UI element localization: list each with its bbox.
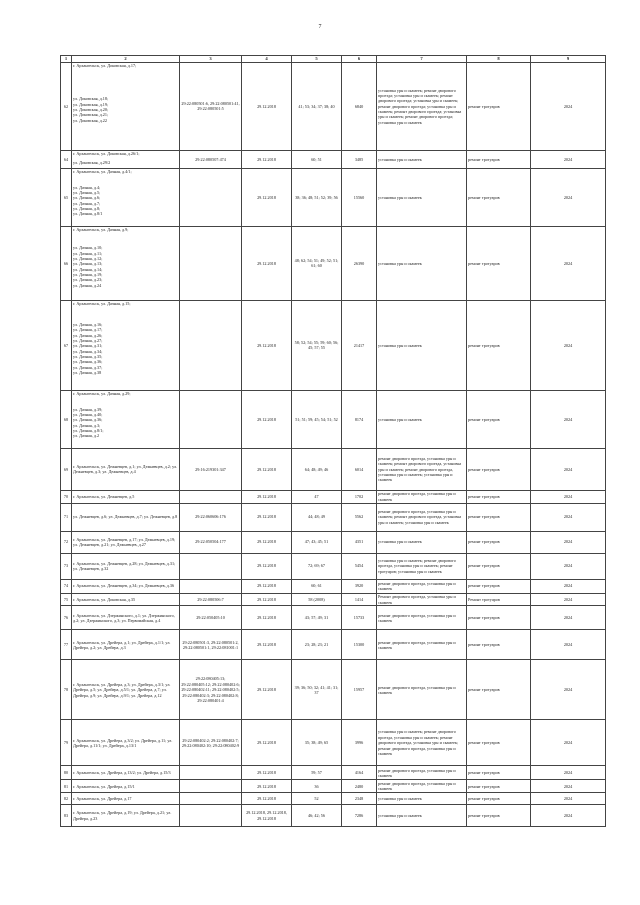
cadastral-cell <box>180 579 242 593</box>
address-main: г. Архангельск, ул. Дрейера, д.1; ул. Дрейера, д.1/1; ул. Дрейера, д.2; ул. Дрейера, д.3 <box>73 639 171 650</box>
count-cell: 39; 36; 50; 32; 41; 41; 31; 37 <box>292 660 342 720</box>
year-cell: 2024 <box>531 805 606 827</box>
row-number: 83 <box>61 805 72 827</box>
date-cell: 29.12.2018 <box>242 660 292 720</box>
type-cell: ремонт тротуаров <box>467 531 531 553</box>
area-cell: 15560 <box>342 168 377 226</box>
date-cell: 29.12.2018 <box>242 579 292 593</box>
cadastral-cell <box>180 793 242 805</box>
table-row <box>61 805 606 827</box>
row-number: 71 <box>61 503 72 531</box>
address-line: ул. Дачная, д.23; <box>73 277 103 283</box>
address-line: ул. Дачная, д.8/1 <box>73 211 103 217</box>
year-cell: 2024 <box>531 390 606 448</box>
address-line: ул. Дачная, д.34; <box>73 348 103 354</box>
type-cell: ремонт тротуаров <box>467 150 531 168</box>
type-cell: ремонт тротуаров <box>467 606 531 630</box>
count-cell: 36 <box>292 780 342 793</box>
count-cell: 47; 43; 45; 51 <box>292 531 342 553</box>
address-main: г. Архангельск, ул. Дежневцев, д.17; ул. Дежневцев, д.19; ул. Дежневцев, д.21; ул. Дежневцев, д.27 <box>73 536 176 548</box>
table-row <box>61 720 606 766</box>
row-number: 80 <box>61 766 72 780</box>
table-row <box>61 780 606 793</box>
type-cell: Ремонт тротуаров <box>467 593 531 606</box>
date-cell: 29.12.2018 <box>242 226 292 300</box>
address-line: ул. Дачная, д.8; <box>73 206 101 212</box>
address-cell <box>72 531 180 553</box>
works-cell: Ремонт дворового проезда, установка урн и скамеек <box>377 593 467 606</box>
date-cell: 29.12.2018 <box>242 503 292 531</box>
year-cell: 2024 <box>531 531 606 553</box>
address-line: ул. Дачная, д.40; <box>73 411 103 417</box>
area-cell: 5562 <box>342 503 377 531</box>
address-line: ул. Доковская, д.19; <box>73 101 109 107</box>
cadastral-cell <box>180 168 242 226</box>
row-number: 79 <box>61 720 72 766</box>
works-cell: установка урн и скамеек <box>377 226 467 300</box>
type-cell: ремонт тротуаров <box>467 390 531 448</box>
date-cell: 29.12.2018 <box>242 606 292 630</box>
works-cell: установка урн и скамеек; ремонт дворового проезда, установка урн и скамеек; ремонт тротуаров; установка урн и скамеек <box>377 553 467 579</box>
works-cell: установка урн и скамеек <box>377 390 467 448</box>
cadastral-cell <box>180 766 242 780</box>
date-cell: 29.12.2018 <box>242 720 292 766</box>
works-cell: ремонт дворового проезда, установка урн и скамеек; ремонт дворового проезда, установка урн и скамеек; ремонт дворового проезда, установка урн и скамеек; установка урн и скамеек <box>377 448 467 490</box>
address-main: г. Архангельск, ул. Дежневцев, д.5 <box>73 494 135 500</box>
address-line: ул. Дачная, д.7; <box>73 200 101 206</box>
address-line: ул. Дачная, д.11; <box>73 250 103 256</box>
cadastral-cell: 29:22:080501:6, 29:22:080501:41, 29:22:080501:5 <box>180 62 242 150</box>
address-cell <box>72 720 180 766</box>
year-cell: 2024 <box>531 606 606 630</box>
works-cell: ремонт дворового проезда, установка урн и скамеек <box>377 490 467 503</box>
header-cell: 2 <box>72 56 180 63</box>
row-number: 62 <box>61 62 72 150</box>
area-cell: 2348 <box>342 793 377 805</box>
count-cell: 48; 62; 54; 51; 49; 52; 51; 61; 60 <box>292 226 342 300</box>
count-cell: 72; 69; 67 <box>292 553 342 579</box>
year-cell: 2024 <box>531 168 606 226</box>
works-cell: ремонт дворового проезда, установка урн и скамеек; ремонт дворового проезда, установка урн и скамеек; установка урн и скамеек <box>377 503 467 531</box>
table-row <box>61 630 606 660</box>
year-cell: 2024 <box>531 720 606 766</box>
type-cell: ремонт тротуаров <box>467 503 531 531</box>
header-cell: 3 <box>180 56 242 63</box>
row-number: 75 <box>61 593 72 606</box>
row-number: 73 <box>61 553 72 579</box>
cadastral-cell: 29:22:080506:7 <box>180 593 242 606</box>
cadastral-cell <box>180 226 242 300</box>
row-number: 66 <box>61 226 72 300</box>
address-cell <box>72 606 180 630</box>
address-line: ул. Дачная, д.26; <box>73 332 103 338</box>
address-line: ул. Дачная, д.39; <box>73 406 103 412</box>
type-cell: ремонт тротуаров <box>467 766 531 780</box>
row-number: 67 <box>61 300 72 390</box>
address-cell <box>72 630 180 660</box>
date-cell: 29.12.2018 <box>242 150 292 168</box>
cadastral-cell: 29:22:060606:176 <box>180 503 242 531</box>
address-line: ул. Доковская, д.20; <box>73 107 109 112</box>
address-cell <box>72 62 180 150</box>
address-main: г. Архангельск, ул. Дзержинского, д.1; ул. Дзержинского, д.2; ул. Дзержинского, д.3; ул. Первомайская, д.4 <box>73 612 175 623</box>
address-main: г. Архангельск, ул. Дрейера, д.17 <box>73 795 132 801</box>
area-cell: 3485 <box>342 150 377 168</box>
address-line: ул. Дачная, д.14; <box>73 266 103 272</box>
count-cell: 59; 57 <box>292 766 342 780</box>
address-line: ул. Дачная, д.5; <box>73 189 101 195</box>
address-cell <box>72 448 180 490</box>
type-cell: ремонт тротуаров <box>467 805 531 827</box>
row-number: 72 <box>61 531 72 553</box>
address-line: ул. Дачная, д.13; <box>73 261 103 267</box>
address-main: г. Архангельск, ул. Доковская, д.26/1; <box>73 151 140 157</box>
address-cell <box>72 593 180 606</box>
address-main: г. Архангельск, ул. Дачная, д.4/1; <box>73 169 132 175</box>
year-cell: 2024 <box>531 766 606 780</box>
address-line: ул. Доковская, д.22 <box>73 117 107 123</box>
address-line: ул. Дачная, д.19; <box>73 272 103 278</box>
count-cell: 51; 51; 59; 45; 54; 51; 52 <box>292 390 342 448</box>
area-cell: 4351 <box>342 531 377 553</box>
table-row <box>61 531 606 553</box>
count-cell: 38; 36; 48; 51; 52; 39; 56 <box>292 168 342 226</box>
address-line: ул. Дачная, д.38 <box>73 370 102 376</box>
works-cell: ремонт дворового проезда, установка урн и скамеек <box>377 630 467 660</box>
cadastral-cell <box>180 780 242 793</box>
table-row <box>61 553 606 579</box>
works-cell: установка урн и скамеек; ремонт дворового проезда, установка урн и скамеек; ремонт дворового проезда, установка урн и скамеек; ремонт дворового проезда, установка урн и скамеек <box>377 720 467 766</box>
row-number: 70 <box>61 490 72 503</box>
area-cell: 6014 <box>342 448 377 490</box>
table-row <box>61 606 606 630</box>
date-cell: 29.12.2018 <box>242 448 292 490</box>
year-cell: 2024 <box>531 593 606 606</box>
table-row <box>61 793 606 805</box>
address-line: ул. Дачная, д.8/1; <box>73 428 104 434</box>
improvement-table <box>60 55 606 827</box>
address-cell <box>72 490 180 503</box>
address-cell <box>72 579 180 593</box>
address-line: ул. Доковская, д.29/2 <box>73 160 111 166</box>
type-cell: ремонт тротуаров <box>467 448 531 490</box>
header-row <box>61 56 606 63</box>
cadastral-cell <box>180 390 242 448</box>
date-cell: 29.12.2018 <box>242 300 292 390</box>
count-cell: 23; 28; 23; 21 <box>292 630 342 660</box>
area-cell: 5454 <box>342 553 377 579</box>
address-line: ул. Дачная, д.4; <box>73 184 101 190</box>
count-cell: 60; 61 <box>292 579 342 593</box>
cadastral-cell: 29:22:050405:10 <box>180 606 242 630</box>
table-row <box>61 226 606 300</box>
row-number: 65 <box>61 168 72 226</box>
row-number: 81 <box>61 780 72 793</box>
type-cell: ремонт тротуаров <box>467 793 531 805</box>
year-cell: 2024 <box>531 448 606 490</box>
count-cell: 47 <box>292 490 342 503</box>
address-cell <box>72 390 180 448</box>
count-cell: 35; 38; 49; 65 <box>292 720 342 766</box>
address-main: г. Архангельск, ул. Дачная, д.9; <box>73 227 129 233</box>
address-cell <box>72 553 180 579</box>
count-cell: 58 (2008) <box>292 593 342 606</box>
count-cell: 52 <box>292 793 342 805</box>
cadastral-cell <box>180 300 242 390</box>
year-cell: 2024 <box>531 300 606 390</box>
count-cell: 64; 48; 49; 46 <box>292 448 342 490</box>
year-cell: 2024 <box>531 503 606 531</box>
area-cell: 8174 <box>342 390 377 448</box>
table-row <box>61 503 606 531</box>
date-cell: 29.12.2018 <box>242 62 292 150</box>
address-cell <box>72 780 180 793</box>
date-cell: 29.12.2018 <box>242 490 292 503</box>
address-main: г. Архангельск, ул. Дрейера, д.15/1 <box>73 783 135 789</box>
works-cell: ремонт дворового проезда, установка урн и скамеек <box>377 606 467 630</box>
date-cell: 29.12.2018 <box>242 766 292 780</box>
works-cell: ремонт дворового проезда, установка урн и скамеек <box>377 579 467 593</box>
cadastral-cell <box>180 805 242 827</box>
address-line: ул. Дачная, д.36; <box>73 359 103 365</box>
row-number: 76 <box>61 606 72 630</box>
address-cell <box>72 793 180 805</box>
type-cell: ремонт тротуаров <box>467 660 531 720</box>
address-line: ул. Дачная, д.24 <box>73 282 102 288</box>
address-cell <box>72 300 180 390</box>
address-main: г. Архангельск, ул. Дрейера, д.3; ул. Дрейера, д.3/1; ул. Дрейера, д.5; ул. Дрейера, д.5/1; ул. Дрейера, д.7; ул. Дрейера, д.9; ул. Дрейера, д.9/1; ул. Дрейера, д.12 <box>73 681 171 698</box>
type-cell: ремонт тротуаров <box>467 62 531 150</box>
address-main: г. Архангельск, ул. Дачная, д.15; <box>73 301 131 307</box>
address-line: ул. Дачная, д.27; <box>73 337 103 343</box>
address-line: ул. Дачная, д.16; <box>73 321 103 327</box>
works-cell: ремонт дворового проезда, установка урн и скамеек <box>377 780 467 793</box>
year-cell: 2024 <box>531 150 606 168</box>
row-number: 69 <box>61 448 72 490</box>
address-line: ул. Доковская, д.21; <box>73 112 109 118</box>
header-cell: 6 <box>342 56 377 63</box>
count-cell: 46; 42; 56 <box>292 805 342 827</box>
table-row <box>61 168 606 226</box>
year-cell: 2024 <box>531 579 606 593</box>
area-cell: 7286 <box>342 805 377 827</box>
address-line: ул. Дачная, д.31; <box>73 343 103 349</box>
table-row <box>61 490 606 503</box>
address-line: ул. Дачная, д.35; <box>73 354 103 359</box>
count-cell: 43; 57; 49; 31 <box>292 606 342 630</box>
address-main: г. Архангельск, ул. Доковская, д.17; <box>73 63 137 69</box>
date-cell: 29.12.2018 <box>242 793 292 805</box>
header-cell: 8 <box>467 56 531 63</box>
header-cell: 7 <box>377 56 467 63</box>
table-row <box>61 150 606 168</box>
address-cell <box>72 226 180 300</box>
date-cell: 29.12.2018 <box>242 553 292 579</box>
date-cell: 29.12.2018, 29.12.2018, 29.12.2018 <box>242 805 292 827</box>
year-cell: 2024 <box>531 780 606 793</box>
address-cell <box>72 805 180 827</box>
year-cell: 2024 <box>531 226 606 300</box>
table-row <box>61 300 606 390</box>
table-row <box>61 593 606 606</box>
address-main: ул. Дежневцев, д.6; ул. Дежневцев, д.7; ул. Дежневцев, д.8 <box>73 514 178 520</box>
works-cell: установка урн и скамеек <box>377 150 467 168</box>
cadastral-cell: 29:22:080402:2; 29:22:080402:7; 29:22:080402:10; 29:22:080402:9 <box>180 720 242 766</box>
cadastral-cell <box>180 490 242 503</box>
area-cell: 3996 <box>342 720 377 766</box>
page-number: 7 <box>318 24 322 30</box>
cadastral-cell <box>180 553 242 579</box>
area-cell: 1702 <box>342 490 377 503</box>
address-line: ул. Дачная, д.17; <box>73 327 103 333</box>
area-cell: 2480 <box>342 780 377 793</box>
works-cell: ремонт дворового проезда, установка урн и скамеек <box>377 660 467 720</box>
cadastral-cell: 29:22:080507:474 <box>180 150 242 168</box>
count-cell: 41; 53; 34; 37; 38; 40 <box>292 62 342 150</box>
address-line: ул. Дачная, д.12; <box>73 255 103 261</box>
address-line: ул. Дачная, д.6; <box>73 195 101 201</box>
area-cell: 15300 <box>342 630 377 660</box>
table-row <box>61 660 606 720</box>
works-cell: ремонт дворового проезда, установка урн и скамеек <box>377 766 467 780</box>
table-row <box>61 766 606 780</box>
address-cell <box>72 150 180 168</box>
row-number: 68 <box>61 390 72 448</box>
address-cell <box>72 766 180 780</box>
type-cell: ремонт тротуаров <box>467 490 531 503</box>
header-cell: 4 <box>242 56 292 63</box>
table-row <box>61 390 606 448</box>
area-cell: 26390 <box>342 226 377 300</box>
table-row <box>61 62 606 150</box>
year-cell: 2024 <box>531 553 606 579</box>
row-number: 78 <box>61 660 72 720</box>
type-cell: ремонт тротуаров <box>467 630 531 660</box>
address-main: г. Архангельск, ул. Дрейера, д.3/2; ул. Дрейера, д.11; ул. Дрейера, д.11/1; ул. Дрейера, д.13/1 <box>73 737 173 748</box>
cadastral-cell: 29:16:219301:347 <box>180 448 242 490</box>
table-row <box>61 579 606 593</box>
address-line: ул. Доковская, д.18; <box>73 96 109 102</box>
address-line: ул. Дачная, д.36; <box>73 417 103 423</box>
area-cell: 4164 <box>342 766 377 780</box>
works-cell: установка урн и скамеек <box>377 168 467 226</box>
address-main: г. Архангельск, ул. Дрейера, д.13/2; ул. Дрейера, д.15/3 <box>73 770 171 776</box>
year-cell: 2024 <box>531 793 606 805</box>
cadastral-cell: 29:22:080501:3, 29:22:080501:2, 29:22:080501:1, 29:22:081001:1 <box>180 630 242 660</box>
row-number: 77 <box>61 630 72 660</box>
row-number: 64 <box>61 150 72 168</box>
date-cell: 29.12.2018 <box>242 780 292 793</box>
count-cell: 60; 51 <box>292 150 342 168</box>
type-cell: ремонт тротуаров <box>467 226 531 300</box>
type-cell: ремонт тротуаров <box>467 168 531 226</box>
works-cell: установка урн и скамеек <box>377 300 467 390</box>
area-cell: 15957 <box>342 660 377 720</box>
address-line: ул. Дачная, д.2 <box>73 433 100 439</box>
header-cell: 9 <box>531 56 606 63</box>
row-number: 82 <box>61 793 72 805</box>
date-cell: 29.12.2018 <box>242 593 292 606</box>
type-cell: ремонт тротуаров <box>467 720 531 766</box>
type-cell: ремонт тротуаров <box>467 300 531 390</box>
address-line: ул. Дачная, д.3; <box>73 422 101 428</box>
header-cell: 5 <box>292 56 342 63</box>
area-cell: 21417 <box>342 300 377 390</box>
address-cell <box>72 168 180 226</box>
address-line: ул. Дачная, д.10; <box>73 245 103 251</box>
year-cell: 2024 <box>531 660 606 720</box>
year-cell: 2024 <box>531 62 606 150</box>
cadastral-cell: 29:22:050504:177 <box>180 531 242 553</box>
address-main: г. Архангельск, ул. Дежневцев, д.34; ул. Дежневцев, д.36 <box>73 583 175 589</box>
address-cell <box>72 503 180 531</box>
table-row <box>61 448 606 490</box>
type-cell: ремонт тротуаров <box>467 553 531 579</box>
type-cell: ремонт тротуаров <box>467 579 531 593</box>
works-cell: установка урн и скамеек <box>377 531 467 553</box>
area-cell: 6840 <box>342 62 377 150</box>
works-cell: установка урн и скамеек; ремонт дворового проезда; установка урн и скамеек; ремонт дворового проезда; установка урн и скамеек; ремонт дворового проезда; установка урн и скамеек; ремонт дворового проезда; установка урн и скамеек; ремонт дворового проезда; установка урн и скамеек <box>377 62 467 150</box>
address-main: г. Архангельск, ул. Дрейера, д.19; ул. Дрейера, д.21; ул. Дрейера, д.23 <box>73 810 172 821</box>
address-main: г. Архангельск, ул. Дежневцев, д.1; ул. Дежневцев, д.2; ул. Дежневцев, д.3; ул. Дежневцев, д.4 <box>73 464 178 475</box>
date-cell: 29.12.2018 <box>242 531 292 553</box>
area-cell: 1414 <box>342 593 377 606</box>
cadastral-cell: 29:22:080405:13; 29:22:080405:12; 29:22:080402:6; 29:22:080402:11; 29:22:080402:5; 29:22:080402:3; 29:22:080402:8; 29:22:080401:4 <box>180 660 242 720</box>
works-cell: установка урн и скамеек <box>377 793 467 805</box>
count-cell: 44; 48; 49 <box>292 503 342 531</box>
year-cell: 2024 <box>531 490 606 503</box>
address-main: г. Архангельск, ул. Дачная, д.29; <box>73 391 131 397</box>
count-cell: 58; 52; 54; 55; 59; 60; 56; 45; 57; 55 <box>292 300 342 390</box>
address-cell <box>72 660 180 720</box>
area-cell: 15733 <box>342 606 377 630</box>
date-cell: 29.12.2018 <box>242 168 292 226</box>
date-cell: 29.12.2018 <box>242 630 292 660</box>
address-main: г. Архангельск, ул. Дежневцев, д.28; ул. Дежневцев, д.31; ул. Дежневцев, д.32 <box>73 560 176 572</box>
address-line: ул. Дачная, д.37; <box>73 364 103 370</box>
works-cell: установка урн и скамеек <box>377 805 467 827</box>
area-cell: 3920 <box>342 579 377 593</box>
row-number: 74 <box>61 579 72 593</box>
type-cell: ремонт тротуаров <box>467 780 531 793</box>
address-main: г. Архангельск, ул. Доковская, д.35 <box>73 596 136 602</box>
header-cell: 1 <box>61 56 72 63</box>
year-cell: 2024 <box>531 630 606 660</box>
date-cell: 29.12.2018 <box>242 390 292 448</box>
